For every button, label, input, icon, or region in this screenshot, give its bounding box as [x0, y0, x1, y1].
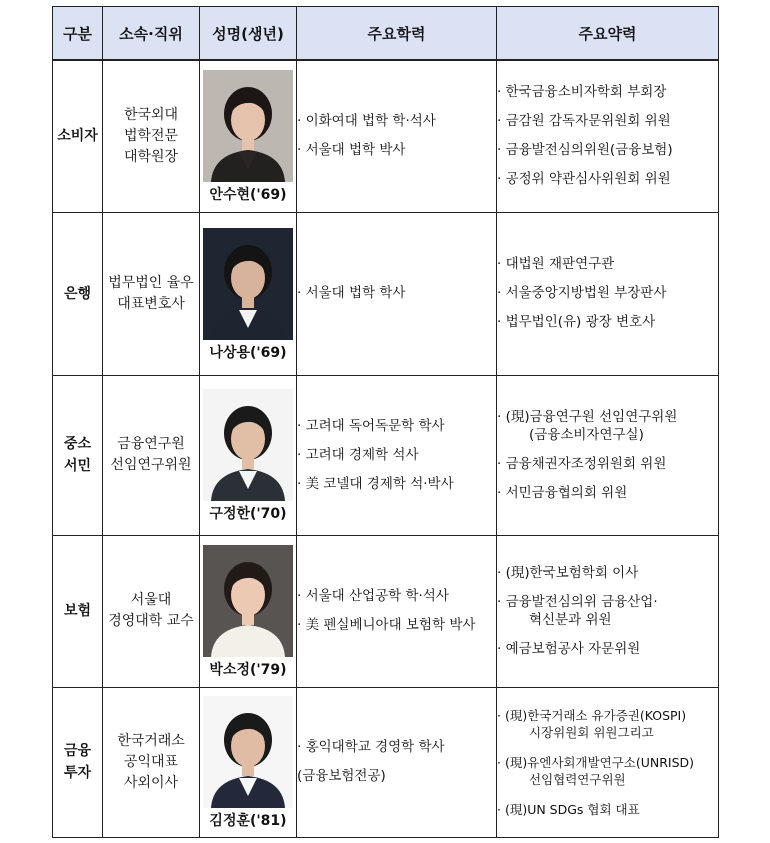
education-cell [297, 535, 497, 687]
portrait-photo [203, 545, 293, 657]
affiliation-line: 선임연구위원 [110, 457, 192, 473]
affiliation-line: 법무법인 율우 [108, 274, 194, 291]
committee-table [52, 6, 719, 838]
career-line: · 법무법인(유) 광장 변호사 [497, 314, 656, 330]
affiliation-cell [103, 212, 200, 375]
affiliation-line: 법학전문 [123, 127, 179, 144]
portrait-photo [203, 389, 293, 501]
affiliation-cell [103, 687, 200, 837]
career-cell [497, 212, 719, 375]
affiliation-line: 한국거래소 [117, 732, 185, 749]
education-cell [297, 60, 497, 212]
portrait-illustration [203, 696, 293, 808]
career-line: · 대법원 재판연구관 [497, 256, 615, 272]
career-line: 혁신분과 위원 [529, 611, 612, 628]
education-line: (금융보험전공) [297, 768, 386, 784]
career-cell [497, 687, 719, 837]
education-cell [297, 687, 497, 837]
career-line: · (現)한국거래소 유가증권(KOSPI) [497, 707, 687, 723]
affiliation-line: 경영대학 교수 [108, 613, 194, 629]
career-cell [497, 375, 719, 535]
education-line: · 고려대 독어독문학 학사 [297, 417, 445, 434]
career-line: · (現)금융연구원 선임연구위원 [497, 408, 678, 425]
category-cell [53, 535, 103, 687]
affiliation-line: 공익대표 [123, 753, 179, 770]
career-line: · 금감원 감독자문위원회 위원 [497, 113, 671, 130]
portrait-illustration [203, 545, 293, 657]
person-cell [200, 60, 297, 212]
person-name: 안수현('69) [209, 187, 287, 204]
education-line: · 서울대 법학 박사 [297, 142, 406, 159]
person-name: 나상용('69) [209, 344, 287, 361]
career-line: · 금융발전심의위 금융산업· [497, 593, 658, 610]
education-cell [297, 375, 497, 535]
affiliation-cell [103, 535, 200, 687]
education-line: · 서울대 법학 학사 [297, 285, 406, 301]
education-line: · 홍익대학교 경영학 학사 [297, 739, 445, 755]
header-category: 구분 [53, 7, 103, 61]
person-cell [200, 535, 297, 687]
table-row [53, 60, 719, 212]
education-cell [297, 212, 497, 375]
portrait-illustration [203, 389, 293, 501]
affiliation-cell [103, 60, 200, 212]
category-line: 은행 [63, 285, 92, 302]
education-line: · 서울대 산업공학 학·석사 [297, 588, 449, 604]
career-line: · 서민금융협의회 위원 [497, 484, 628, 501]
person-cell [200, 212, 297, 375]
category-line: 보험 [63, 603, 92, 619]
career-line: · 공정위 약관심사위원회 위원 [497, 171, 671, 188]
career-line: · 한국금융소비자학회 부회장 [497, 84, 667, 101]
affiliation-line: 한국외대 [123, 106, 179, 123]
education-line: · 美 펜실베니아대 보험학 박사 [297, 617, 476, 633]
category-cell [53, 60, 103, 212]
portrait-photo [203, 696, 293, 808]
category-cell [53, 687, 103, 837]
affiliation-line: 금융연구원 [117, 436, 185, 452]
career-line: · 금융채권자조정위원회 위원 [497, 455, 667, 472]
career-cell [497, 60, 719, 212]
education-line: · 고려대 경제학 석사 [297, 446, 419, 463]
career-line: · (現)유엔사회개발연구소(UNRISD) [497, 754, 695, 770]
career-cell [497, 535, 719, 687]
education-line: · 이화여대 법학 학·석사 [297, 113, 436, 130]
table-row [53, 687, 719, 837]
category-cell [53, 212, 103, 375]
affiliation-line: 서울대 [130, 592, 172, 608]
person-name: 김정훈('81) [209, 813, 287, 829]
person-cell [200, 687, 297, 837]
header-affiliation: 소속·직위 [103, 7, 200, 61]
career-line: · 예금보험공사 자문위원 [497, 640, 641, 657]
career-line: · (現)한국보험학회 이사 [497, 564, 639, 581]
affiliation-line: 대표변호사 [117, 295, 185, 312]
portrait-illustration [203, 70, 293, 182]
person-cell [200, 375, 297, 535]
table-row [53, 212, 719, 375]
header-name: 성명(생년) [200, 7, 297, 61]
career-line: 시장위원회 위원그리고 [529, 724, 654, 740]
affiliation-line: 대학원장 [123, 148, 179, 165]
affiliation-cell [103, 375, 200, 535]
header-education: 주요학력 [297, 7, 497, 61]
portrait-photo [203, 70, 293, 182]
career-line: 선임협력연구위원 [529, 771, 626, 787]
portrait-illustration [203, 228, 293, 340]
table-row [53, 535, 719, 687]
category-cell [53, 375, 103, 535]
career-line: · (現)UN SDGs 협회 대표 [497, 801, 640, 817]
person-name: 박소정('79) [209, 662, 287, 678]
header-career: 주요약력 [497, 7, 719, 61]
header-row [53, 7, 719, 61]
table-row [53, 375, 719, 535]
career-line: (금융소비자연구실) [529, 426, 644, 443]
career-line: · 금융발전심의위원(금융보험) [497, 142, 673, 159]
category-line: 중소 [63, 436, 92, 452]
category-line: 서민 [63, 458, 92, 474]
affiliation-line: 사외이사 [123, 774, 179, 791]
portrait-photo [203, 228, 293, 340]
education-line: · 美 코넬대 경제학 석·박사 [297, 475, 454, 492]
category-line: 소비자 [57, 128, 98, 145]
category-line: 금융 [63, 743, 92, 759]
category-line: 투자 [63, 765, 92, 781]
career-line: · 서울중앙지방법원 부장판사 [497, 285, 667, 301]
person-name: 구정한('70) [209, 506, 287, 522]
